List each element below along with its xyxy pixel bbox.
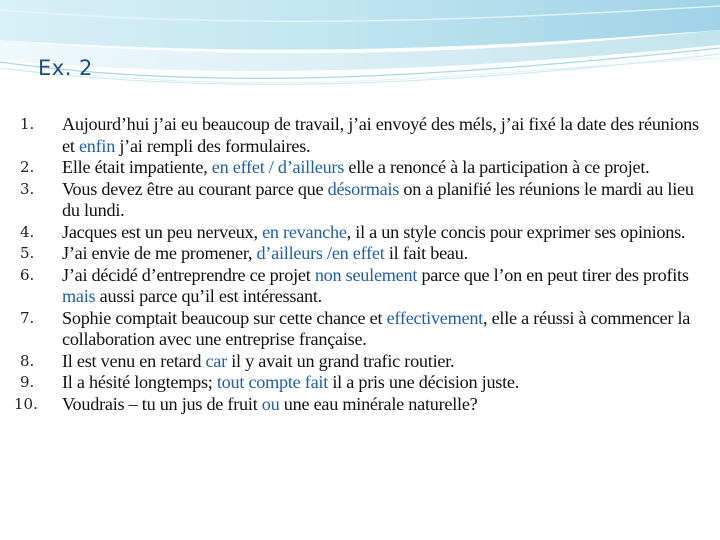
- list-item: [14, 351, 714, 373]
- list-item: [14, 222, 714, 244]
- decorative-banner: [0, 0, 720, 100]
- sentence-text: il y avait un grand trafic routier.: [226, 350, 455, 371]
- connector-word: effectivement: [386, 307, 483, 328]
- sentence-text: Jacques est un peu nerveux,: [62, 221, 263, 242]
- sentence-text: J’ai décidé d’entreprendre ce projet: [62, 264, 315, 285]
- item-text: [62, 222, 714, 244]
- item-number: 4.: [20, 222, 35, 241]
- connector-word: en revanche: [262, 221, 347, 242]
- list-item: [14, 157, 714, 179]
- item-number: 2.: [20, 158, 35, 176]
- connector-word: désormais: [327, 178, 400, 199]
- list-item: [14, 243, 714, 265]
- sentence-text: j’ai rempli des formulaires.: [115, 135, 311, 156]
- connector-word: ou: [261, 393, 280, 414]
- sentence-text: aussi parce qu’il est intéressant.: [95, 286, 322, 306]
- sentence-text: Vous devez être au courant parce que: [62, 178, 328, 199]
- list-item: [14, 372, 714, 394]
- connector-word: car: [205, 350, 227, 371]
- list-item: [14, 179, 714, 222]
- sentence-text: elle a renoncé à la participation à ce projet.: [344, 157, 650, 177]
- item-text: [62, 308, 714, 351]
- slide-title: Ex. 2: [38, 56, 93, 80]
- sentence-text: parce que l’on en peut tirer des profits: [417, 264, 689, 285]
- item-number: 3.: [20, 179, 35, 198]
- item-number: 10.: [14, 394, 38, 413]
- list-item: [14, 394, 714, 416]
- exercise-list: [14, 114, 714, 415]
- sentence-text: , il a un style concis pour exprimer ses opinions.: [346, 221, 686, 242]
- list-item: [14, 265, 714, 308]
- list-item: [14, 308, 714, 351]
- connector-word: non seulement: [314, 264, 418, 285]
- item-number: 5.: [20, 244, 35, 262]
- item-number: 9.: [20, 373, 35, 391]
- sentence-text: Il a hésité longtemps;: [62, 372, 217, 392]
- connector-word: en effet / d’ailleurs: [211, 157, 345, 177]
- item-text: [62, 265, 714, 308]
- item-number: 8.: [20, 351, 35, 370]
- sentence-text: une eau minérale naturelle?: [279, 393, 478, 414]
- sentence-text: Elle était impatiente,: [62, 157, 212, 177]
- item-text: [62, 243, 714, 265]
- item-text: [62, 372, 714, 394]
- item-text: [62, 394, 714, 416]
- sentence-text: J’ai envie de me promener,: [62, 243, 257, 263]
- connector-word: tout compte fait: [216, 372, 329, 392]
- item-number: 6.: [20, 265, 35, 284]
- sentence-text: il fait beau.: [384, 243, 468, 263]
- connector-word: enfin: [78, 135, 116, 156]
- sentence-text: Sophie comptait beaucoup sur cette chance et: [62, 307, 387, 328]
- sentence-text: il a pris une décision juste.: [328, 372, 520, 392]
- item-text: [62, 114, 714, 157]
- list-item: [14, 114, 714, 157]
- item-number: 1.: [20, 115, 35, 133]
- connector-word: d’ailleurs /en effet: [256, 243, 385, 263]
- sentence-text: on a planifié les réunions le mardi au lieu du lundi.: [62, 178, 694, 220]
- item-text: [62, 351, 714, 373]
- sentence-text: , elle a réussi à commencer la collaboration avec une entreprise française.: [62, 307, 691, 349]
- connector-word: mais: [62, 286, 96, 306]
- item-text: [62, 179, 714, 222]
- sentence-text: Il est venu en retard: [62, 350, 206, 371]
- sentence-text: Aujourd’hui j’ai eu beaucoup de travail, j’ai envoyé des méls, j’ai fixé la date des réunions et: [62, 114, 699, 156]
- sentence-text: Voudrais – tu un jus de fruit: [62, 393, 262, 414]
- item-number: 7.: [20, 308, 35, 327]
- item-text: [62, 157, 714, 179]
